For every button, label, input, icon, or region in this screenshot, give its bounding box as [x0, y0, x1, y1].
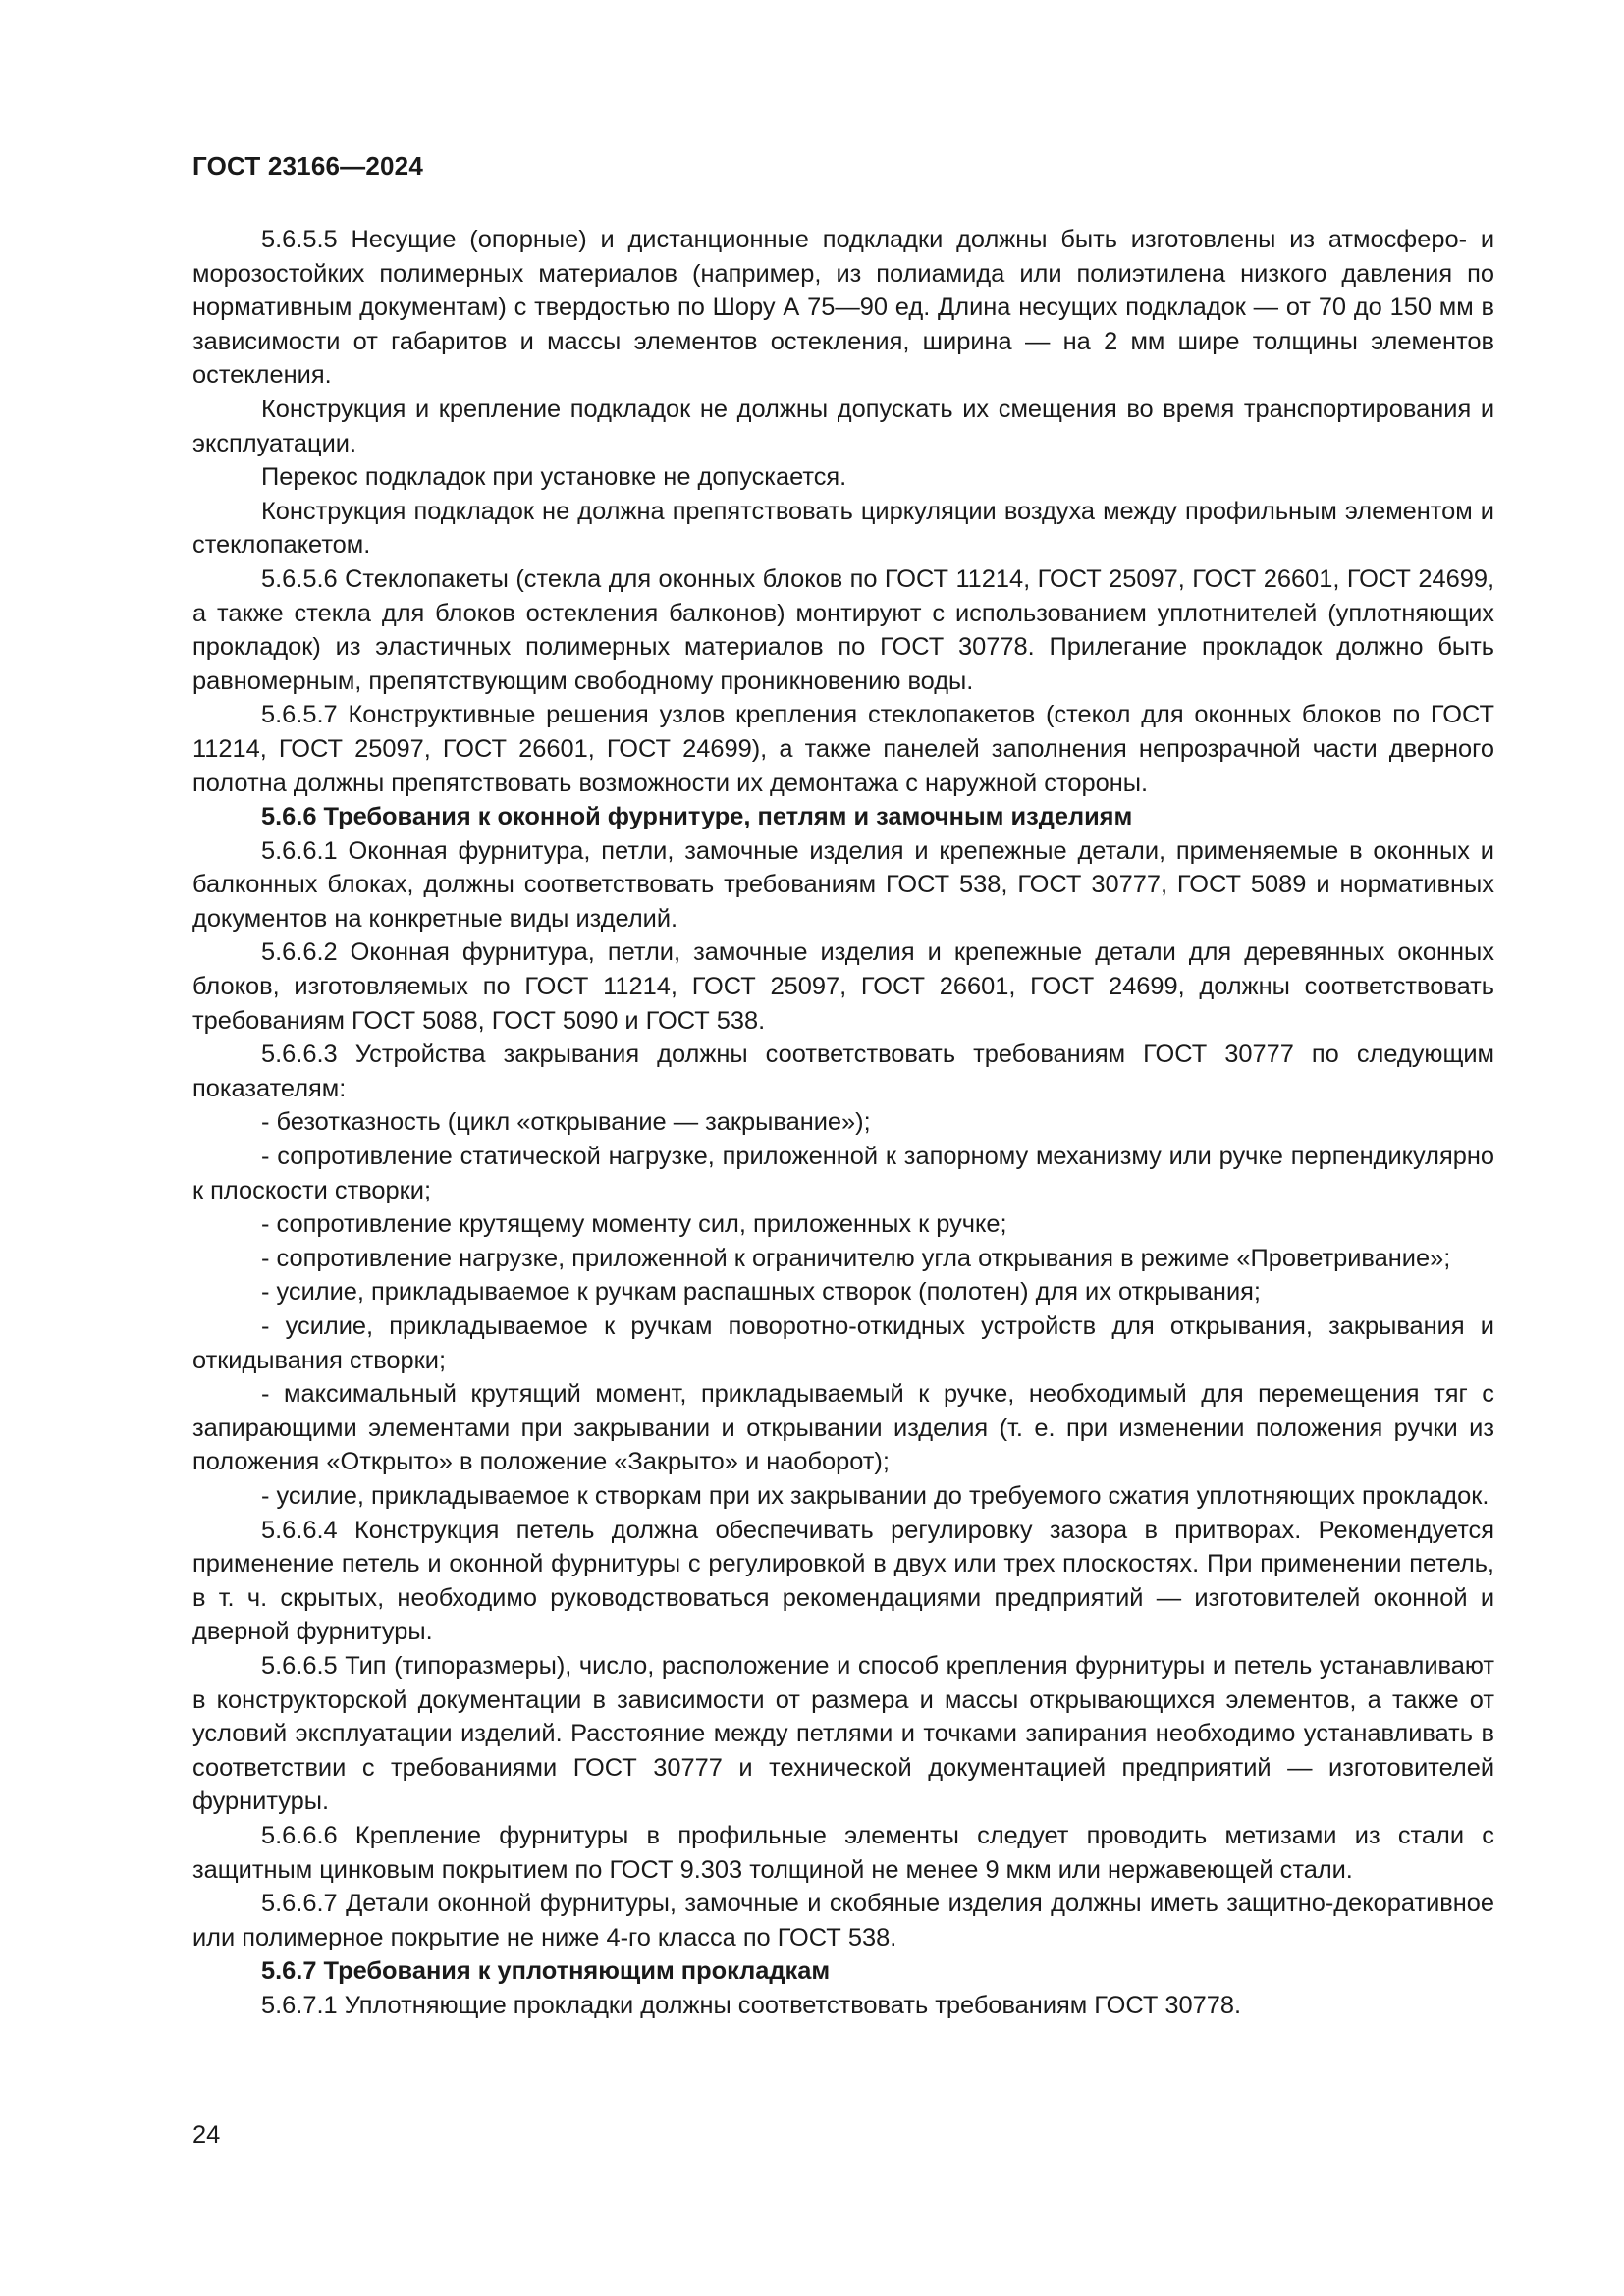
page-number: 24 — [192, 2121, 221, 2149]
paragraph-5-6-5-7: 5.6.5.7 Конструктивные решения узлов крепления стеклопакетов (стекол для оконных блоков по ГОСТ 11214, ГОСТ 25097, ГОСТ 26601, ГОСТ 24699), а также панелей заполнения непрозрачной части дверного полотна должны препятствовать возможности их демонтажа с наружной стороны. — [192, 701, 1494, 797]
paragraph-supports-fixing: Конструкция и крепление подкладок не должны допускать их смещения во время транспортирования и эксплуатации. — [192, 395, 1494, 457]
paragraph-5-6-6-3: 5.6.6.3 Устройства закрывания должны соответствовать требованиям ГОСТ 30777 по следующим показателям: — [192, 1041, 1494, 1102]
document-body — [192, 223, 1494, 2022]
list-item: - безотказность (цикл «открывание — закрывание»); — [261, 1108, 871, 1137]
paragraph-supports-skew: Перекос подкладок при установке не допускается. — [261, 463, 847, 492]
list-item: - усилие, прикладываемое к ручкам распашных створок (полотен) для их открывания; — [261, 1278, 1261, 1307]
page-header-standard: ГОСТ 23166—2024 — [192, 151, 423, 181]
list-item: - усилие, прикладываемое к ручкам поворотно-откидных устройств для открывания, закрывания и откидывания створки; — [192, 1312, 1494, 1374]
paragraph-5-6-7-1: 5.6.7.1 Уплотняющие прокладки должны соответствовать требованиям ГОСТ 30778. — [261, 1991, 1242, 2019]
list-item: - усилие, прикладываемое к створкам при их закрывании до требуемого сжатия уплотняющих прокладок. — [261, 1481, 1489, 1510]
paragraph-5-6-6-5: 5.6.6.5 Тип (типоразмеры), число, расположение и способ крепления фурнитуры и петель устанавливают в конструкторской документации в зависимости от размера и массы открывающихся элементов, а также от условий эксплуатации изделий. Расстояние между петлями и точками запирания необходимо устанавливать в соответствии с требованиями ГОСТ 30777 и технической документацией предприятий — изготовителей фурнитуры. — [192, 1651, 1494, 1816]
section-heading-5-6-7: 5.6.7 Требования к уплотняющим прокладкам — [261, 1957, 831, 1986]
paragraph-5-6-6-4: 5.6.6.4 Конструкция петель должна обеспечивать регулировку зазора в притворах. Рекомендуется применение петель и оконной фурнитуры с регулировкой в двух или трех плоскостях. При применении петель, в т. ч. скрытых, необходимо руководствоваться рекомендациями предприятий — изготовителей оконной и дверной фурнитуры. — [192, 1516, 1494, 1646]
list-item: - сопротивление нагрузке, приложенной к ограничителю угла открывания в режиме «Проветривание»; — [261, 1244, 1451, 1272]
paragraph-5-6-6-2: 5.6.6.2 Оконная фурнитура, петли, замочные изделия и крепежные детали для деревянных оконных блоков, изготовляемых по ГОСТ 11214, ГОСТ 25097, ГОСТ 26601, ГОСТ 24699, должны соответствовать требованиям ГОСТ 5088, ГОСТ 5090 и ГОСТ 538. — [192, 938, 1494, 1035]
paragraph-5-6-5-5: 5.6.5.5 Несущие (опорные) и дистанционные подкладки должны быть изготовлены из атмосферо- и морозостойких полимерных материалов (например, из полиамида или полиэтилена низкого давления по нормативным документам) с твердостью по Шору А 75—90 ед. Длина несущих подкладок — от 70 до 150 мм в зависимости от габаритов и массы элементов остекления, ширина — на 2 мм шире толщины элементов остекления. — [192, 226, 1494, 390]
paragraph-5-6-5-6: 5.6.5.6 Стеклопакеты (стекла для оконных блоков по ГОСТ 11214, ГОСТ 25097, ГОСТ 26601, ГОСТ 24699, а также стекла для блоков остекления балконов) монтируют с использованием уплотнителей (уплотняющих прокладок) из эластичных полимерных материалов по ГОСТ 30778. Прилегание прокладок должно быть равномерным, препятствующим свободному проникновению воды. — [192, 564, 1494, 695]
list-item: - максимальный крутящий момент, прикладываемый к ручке, необходимый для перемещения тяг с запирающими элементами при закрывании и открывании изделия (т. е. при изменении положения ручки из положения «Открыто» в положение «Закрыто» и наоборот); — [192, 1380, 1494, 1476]
paragraph-5-6-6-7: 5.6.6.7 Детали оконной фурнитуры, замочные и скобяные изделия должны иметь защитно-декоративное или полимерное покрытие не ниже 4-го класса по ГОСТ 538. — [192, 1890, 1494, 1951]
paragraph-5-6-6-6: 5.6.6.6 Крепление фурнитуры в профильные элементы следует проводить метизами из стали с защитным цинковым покрытием по ГОСТ 9.303 толщиной не менее 9 мкм или нержавеющей стали. — [192, 1821, 1494, 1884]
paragraph-5-6-6-1: 5.6.6.1 Оконная фурнитура, петли, замочные изделия и крепежные детали, применяемые в оконных и балконных блоках, должны соответствовать требованиям ГОСТ 538, ГОСТ 30777, ГОСТ 5089 и нормативных документов на конкретные виды изделий. — [192, 836, 1494, 933]
list-item: - сопротивление статической нагрузке, приложенной к запорному механизму или ручке перпендикулярно к плоскости створки; — [192, 1143, 1494, 1204]
paragraph-supports-air: Конструкция подкладок не должна препятствовать циркуляции воздуха между профильным элементом и стеклопакетом. — [192, 497, 1494, 560]
list-item: - сопротивление крутящему моменту сил, приложенных к ручке; — [261, 1210, 1007, 1239]
section-heading-5-6-6: 5.6.6 Требования к оконной фурнитуре, петлям и замочным изделиям — [261, 803, 1133, 831]
